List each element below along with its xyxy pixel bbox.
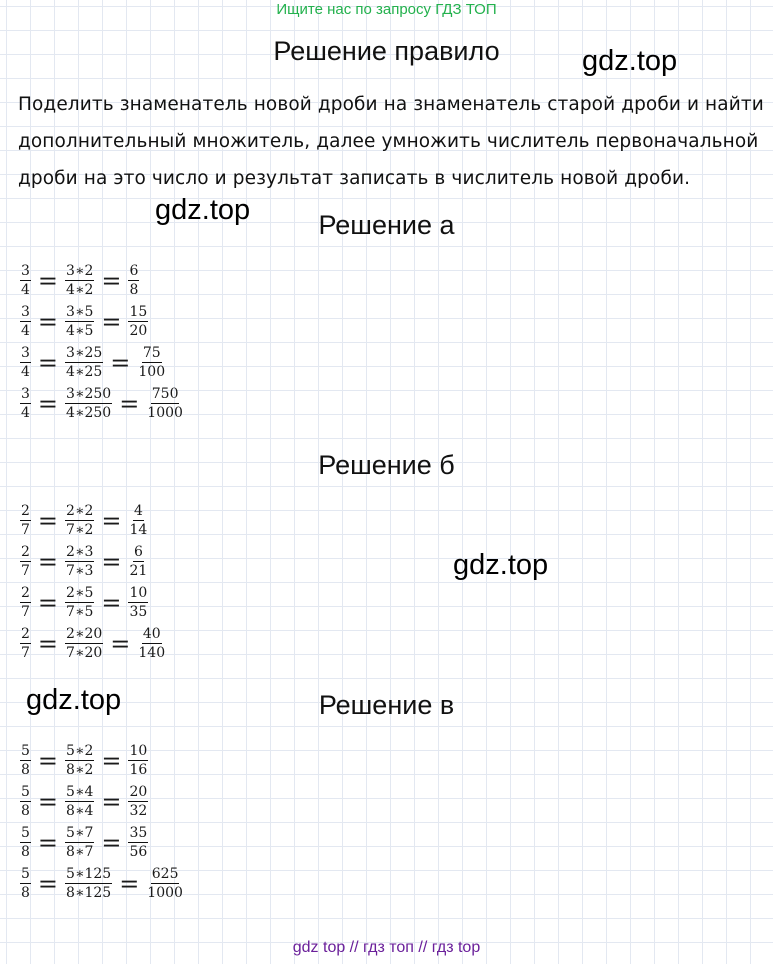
fraction <box>65 743 94 778</box>
denominator: 1000 <box>147 405 183 421</box>
numerator: 5 <box>21 784 30 800</box>
denominator: 8∗125 <box>66 885 112 901</box>
numerator: 5∗4 <box>66 784 94 800</box>
numerator: 3 <box>21 304 30 320</box>
fraction <box>128 585 148 620</box>
fraction <box>137 345 166 380</box>
numerator: 35 <box>129 825 148 841</box>
footer-separator: // <box>345 939 364 956</box>
equation-row <box>20 822 184 863</box>
equals-sign: = <box>37 307 59 336</box>
denominator: 7∗5 <box>66 604 94 620</box>
fraction <box>65 784 94 819</box>
numerator: 3 <box>21 345 30 361</box>
equals-sign: = <box>101 746 122 775</box>
numerator: 5∗125 <box>66 866 112 882</box>
fraction <box>128 825 148 860</box>
equals-sign: = <box>37 588 59 617</box>
fraction <box>20 263 31 298</box>
numerator: 6 <box>129 263 139 279</box>
numerator: 750 <box>151 386 179 402</box>
numerator: 5∗7 <box>66 825 94 841</box>
denominator: 4∗5 <box>66 323 94 339</box>
denominator: 7 <box>21 645 30 661</box>
equals-sign: = <box>37 828 59 857</box>
fraction <box>65 544 94 579</box>
equals-sign: = <box>37 389 59 418</box>
section-heading-b: Решение б <box>318 450 455 480</box>
equation-row <box>20 623 166 664</box>
numerator: 15 <box>129 304 148 320</box>
numerator: 2∗3 <box>66 544 94 560</box>
denominator: 8∗2 <box>66 762 94 778</box>
rule-line: Поделить знаменатель новой дроби на знаменатель старой дроби и найти <box>18 94 764 115</box>
footer-link-gdz-top-mixed[interactable]: гдз top <box>431 939 481 956</box>
denominator: 35 <box>129 604 148 620</box>
fraction <box>20 304 31 339</box>
rule-text <box>18 86 764 197</box>
denominator: 4∗250 <box>66 405 112 421</box>
denominator: 8 <box>129 282 139 298</box>
equals-sign: = <box>101 547 122 576</box>
fraction <box>128 263 139 298</box>
equation-row <box>20 541 166 582</box>
fraction <box>20 866 31 901</box>
denominator: 8 <box>21 762 30 778</box>
numerator: 10 <box>129 585 148 601</box>
equation-row <box>20 500 166 541</box>
fraction <box>20 743 31 778</box>
denominator: 8 <box>21 885 30 901</box>
numerator: 2∗2 <box>66 503 94 519</box>
denominator: 8 <box>21 803 30 819</box>
equals-sign: = <box>37 787 59 816</box>
denominator: 8∗4 <box>66 803 94 819</box>
fraction <box>128 304 148 339</box>
footer-link-gdz-top[interactable]: gdz top <box>292 939 346 956</box>
fraction <box>128 784 148 819</box>
denominator: 14 <box>129 522 148 538</box>
numerator: 20 <box>129 784 148 800</box>
equation-row <box>20 863 184 904</box>
equals-sign: = <box>101 588 122 617</box>
rule-heading: Решение правило <box>273 36 500 66</box>
equation-row <box>20 301 184 342</box>
fraction <box>20 345 31 380</box>
equation-row <box>20 342 184 383</box>
numerator: 5 <box>21 866 30 882</box>
denominator: 4 <box>21 364 30 380</box>
fraction <box>65 626 103 661</box>
denominator: 7 <box>21 604 30 620</box>
denominator: 4 <box>21 405 30 421</box>
equation-row <box>20 781 184 822</box>
equals-sign: = <box>101 266 122 295</box>
numerator: 3 <box>21 263 30 279</box>
denominator: 7 <box>21 563 30 579</box>
fraction <box>65 825 94 860</box>
equals-sign: = <box>37 746 59 775</box>
numerator: 2 <box>21 503 30 519</box>
footer-separator: // <box>413 939 432 956</box>
numerator: 40 <box>142 626 161 642</box>
numerator: 3∗25 <box>66 345 103 361</box>
denominator: 32 <box>129 803 148 819</box>
denominator: 20 <box>129 323 148 339</box>
equals-sign: = <box>119 389 140 418</box>
denominator: 21 <box>129 563 148 579</box>
denominator: 16 <box>129 762 148 778</box>
denominator: 7∗3 <box>66 563 94 579</box>
numerator: 5 <box>21 743 30 759</box>
equals-sign: = <box>101 307 122 336</box>
equations-c <box>20 740 184 904</box>
numerator: 2 <box>21 626 30 642</box>
equation-row <box>20 740 184 781</box>
fraction <box>20 544 31 579</box>
numerator: 5 <box>21 825 30 841</box>
equals-sign: = <box>101 828 122 857</box>
equals-sign: = <box>37 869 59 898</box>
numerator: 2∗5 <box>66 585 94 601</box>
equals-sign: = <box>101 787 122 816</box>
fraction <box>65 866 112 901</box>
equation-row <box>20 582 166 623</box>
equation-row <box>20 260 184 301</box>
equals-sign: = <box>37 348 59 377</box>
watermark: gdz.top <box>453 549 549 581</box>
equals-sign: = <box>37 629 59 658</box>
numerator: 75 <box>142 345 161 361</box>
fraction <box>128 544 148 579</box>
top-banner[interactable]: Ищите нас по запросу ГДЗ ТОП <box>276 1 497 18</box>
denominator: 7∗2 <box>66 522 94 538</box>
numerator: 2 <box>21 544 30 560</box>
numerator: 3∗5 <box>66 304 94 320</box>
equals-sign: = <box>119 869 140 898</box>
denominator: 7 <box>21 522 30 538</box>
denominator: 8∗7 <box>66 844 94 860</box>
numerator: 2∗20 <box>66 626 103 642</box>
numerator: 4 <box>133 503 143 519</box>
fraction <box>65 585 94 620</box>
equation-row <box>20 383 184 424</box>
denominator: 7∗20 <box>66 645 103 661</box>
section-heading-c: Решение в <box>318 690 455 720</box>
numerator: 2 <box>21 585 30 601</box>
denominator: 1000 <box>147 885 183 901</box>
equations-b <box>20 500 166 664</box>
equals-sign: = <box>110 348 131 377</box>
section-heading-a: Решение а <box>318 210 455 240</box>
denominator: 56 <box>129 844 148 860</box>
numerator: 10 <box>129 743 148 759</box>
equals-sign: = <box>110 629 131 658</box>
rule-line: дроби на это число и результат записать в числитель новой дроби. <box>18 168 691 189</box>
numerator: 6 <box>133 544 143 560</box>
fraction <box>146 386 184 421</box>
fraction <box>65 386 112 421</box>
fraction <box>128 503 148 538</box>
fraction <box>65 263 94 298</box>
numerator: 3∗250 <box>66 386 112 402</box>
denominator: 100 <box>138 364 166 380</box>
watermark: gdz.top <box>26 684 122 716</box>
equals-sign: = <box>101 506 122 535</box>
denominator: 4∗2 <box>66 282 94 298</box>
equals-sign: = <box>37 506 59 535</box>
equals-sign: = <box>37 547 59 576</box>
watermark: gdz.top <box>582 45 678 77</box>
fraction <box>137 626 166 661</box>
denominator: 8 <box>21 844 30 860</box>
fraction <box>65 304 94 339</box>
footer-links <box>0 939 773 957</box>
fraction <box>20 585 31 620</box>
numerator: 3 <box>21 386 30 402</box>
fraction <box>128 743 148 778</box>
fraction <box>20 626 31 661</box>
denominator: 4 <box>21 323 30 339</box>
fraction <box>20 825 31 860</box>
watermark: gdz.top <box>155 194 251 226</box>
fraction <box>65 503 94 538</box>
numerator: 625 <box>151 866 179 882</box>
equals-sign: = <box>37 266 59 295</box>
fraction <box>20 503 31 538</box>
fraction <box>20 386 31 421</box>
rule-line: дополнительный множитель, далее умножить числитель первоначальной <box>18 131 759 152</box>
footer-link-gdz-top-ru[interactable]: гдз топ <box>363 939 414 956</box>
denominator: 4∗25 <box>66 364 103 380</box>
fraction <box>65 345 103 380</box>
fraction <box>146 866 184 901</box>
fraction <box>20 784 31 819</box>
equations-a <box>20 260 184 424</box>
numerator: 3∗2 <box>66 263 94 279</box>
denominator: 4 <box>21 282 30 298</box>
denominator: 140 <box>138 645 166 661</box>
numerator: 5∗2 <box>66 743 94 759</box>
